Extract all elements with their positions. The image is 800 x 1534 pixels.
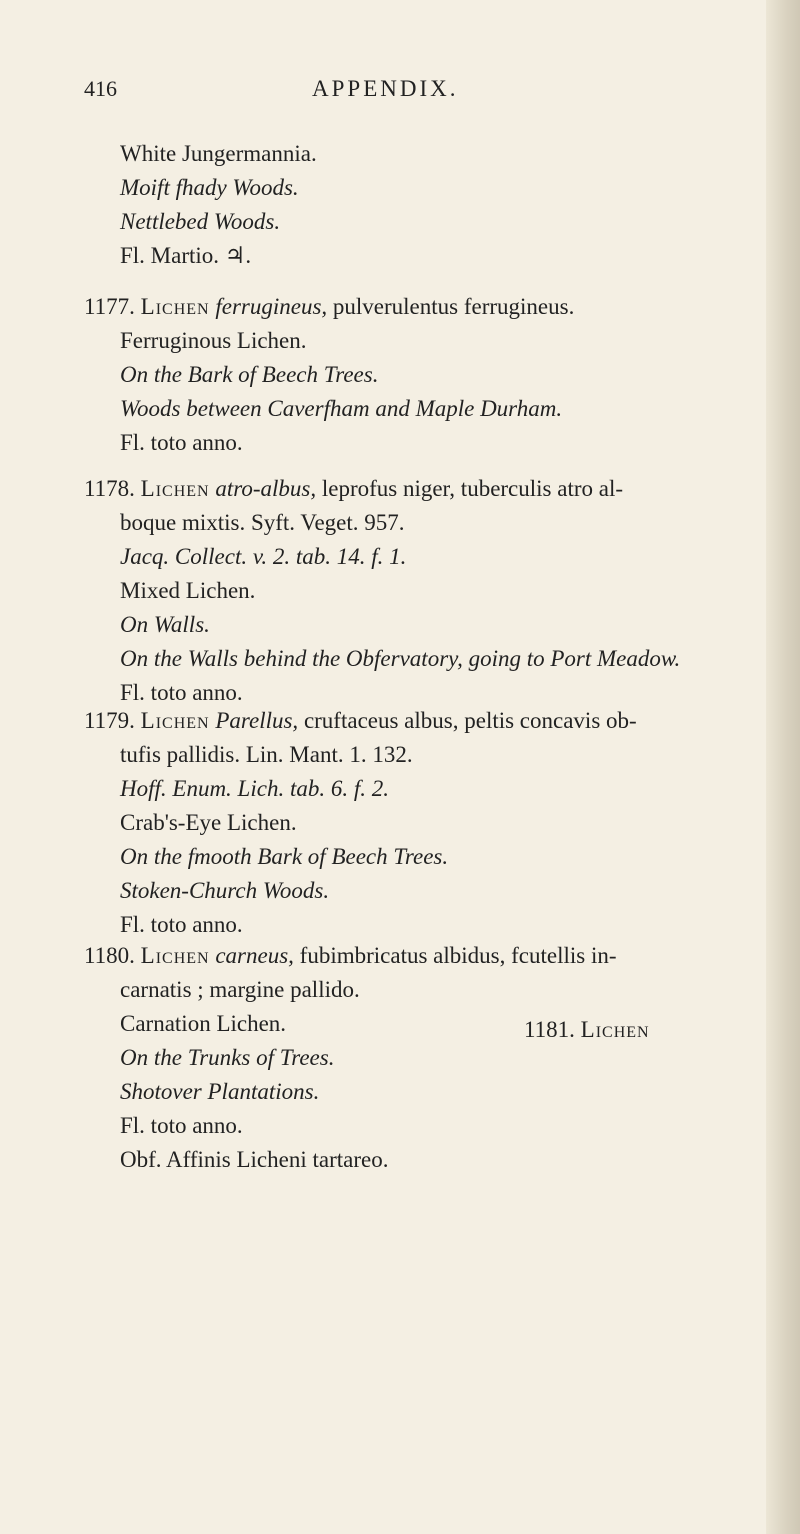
description: leprofus niger, tuberculis atro al- — [321, 476, 624, 501]
species-name: atro-albus, — [215, 476, 317, 501]
entry-line: Fl. toto anno. — [120, 912, 243, 937]
species-name: ferrugineus, — [215, 294, 328, 319]
entry-line: Jacq. Collect. v. 2. tab. 14. f. 1. — [120, 544, 407, 569]
entry-line: tufis pallidis. Lin. Mant. 1. 132. — [120, 742, 413, 767]
entry-number: 1178. — [84, 476, 135, 501]
entry-1179 — [84, 704, 744, 942]
entry-jungermannia-continuation — [84, 137, 744, 273]
entry-line: Fl. toto anno. — [120, 1113, 243, 1138]
entry-number: 1179. — [84, 708, 135, 733]
entry-line: Nettlebed Woods. — [120, 209, 281, 234]
page-header — [84, 76, 724, 116]
entry-line: Woods between Caverfham and Maple Durham. — [120, 396, 563, 421]
entry-line: Hoff. Enum. Lich. tab. 6. f. 2. — [120, 776, 389, 801]
entry-line: Fl. toto anno. — [120, 430, 243, 455]
species-name: carneus, — [215, 943, 294, 968]
genus-name: Lichen — [140, 476, 210, 501]
entry-1178 — [84, 472, 744, 710]
entry-line: Fl. Martio. ♃. — [120, 243, 252, 268]
description: pulverulentus ferrugineus. — [332, 294, 575, 319]
entry-number: 1177. — [84, 294, 135, 319]
genus-name: Lichen — [140, 294, 210, 319]
entry-1180 — [84, 939, 744, 1177]
catchword — [524, 1017, 650, 1043]
entry-line: On the Trunks of Trees. — [120, 1045, 335, 1070]
entry-line: Moift fhady Woods. — [120, 175, 299, 200]
page-edge-shadow — [766, 0, 800, 1534]
entry-line: On the Walls behind the Obfervatory, going to Port Meadow. — [120, 646, 681, 671]
entry-line: White Jungermannia. — [120, 141, 317, 166]
genus-name: Lichen — [140, 708, 210, 733]
entry-line: boque mixtis. Syft. Veget. 957. — [120, 510, 405, 535]
entry-line: Carnation Lichen. — [120, 1011, 287, 1036]
entry-line: On the Bark of Beech Trees. — [120, 362, 379, 387]
description: cruftaceus albus, peltis concavis ob- — [303, 708, 637, 733]
entry-line: On the fmooth Bark of Beech Trees. — [120, 844, 449, 869]
catchword-genus: Lichen — [580, 1017, 650, 1042]
entry-line: Fl. toto anno. — [120, 680, 243, 705]
entry-line: Ferruginous Lichen. — [120, 328, 307, 353]
page-number: 416 — [84, 76, 117, 101]
description: fubimbricatus albidus, fcutellis in- — [299, 943, 617, 968]
entry-line: Mixed Lichen. — [120, 578, 256, 603]
entry-heading — [84, 290, 744, 324]
entry-line: Shotover Plantations. — [120, 1079, 320, 1104]
entry-line: Stoken-Church Woods. — [120, 878, 330, 903]
genus-name: Lichen — [140, 943, 210, 968]
catchword-number: 1181. — [524, 1017, 575, 1042]
entry-number: 1180. — [84, 943, 135, 968]
entry-heading — [84, 472, 744, 506]
running-head: APPENDIX. — [312, 76, 459, 101]
entry-line: carnatis ; margine pallido. — [120, 977, 360, 1002]
entry-line: Obf. Affinis Licheni tartareo. — [120, 1147, 389, 1172]
entry-line: On Walls. — [120, 612, 210, 637]
entry-heading — [84, 704, 744, 738]
entry-heading — [84, 939, 744, 973]
entry-1177 — [84, 290, 744, 460]
species-name: Parellus, — [215, 708, 299, 733]
entry-line: Crab's-Eye Lichen. — [120, 810, 297, 835]
